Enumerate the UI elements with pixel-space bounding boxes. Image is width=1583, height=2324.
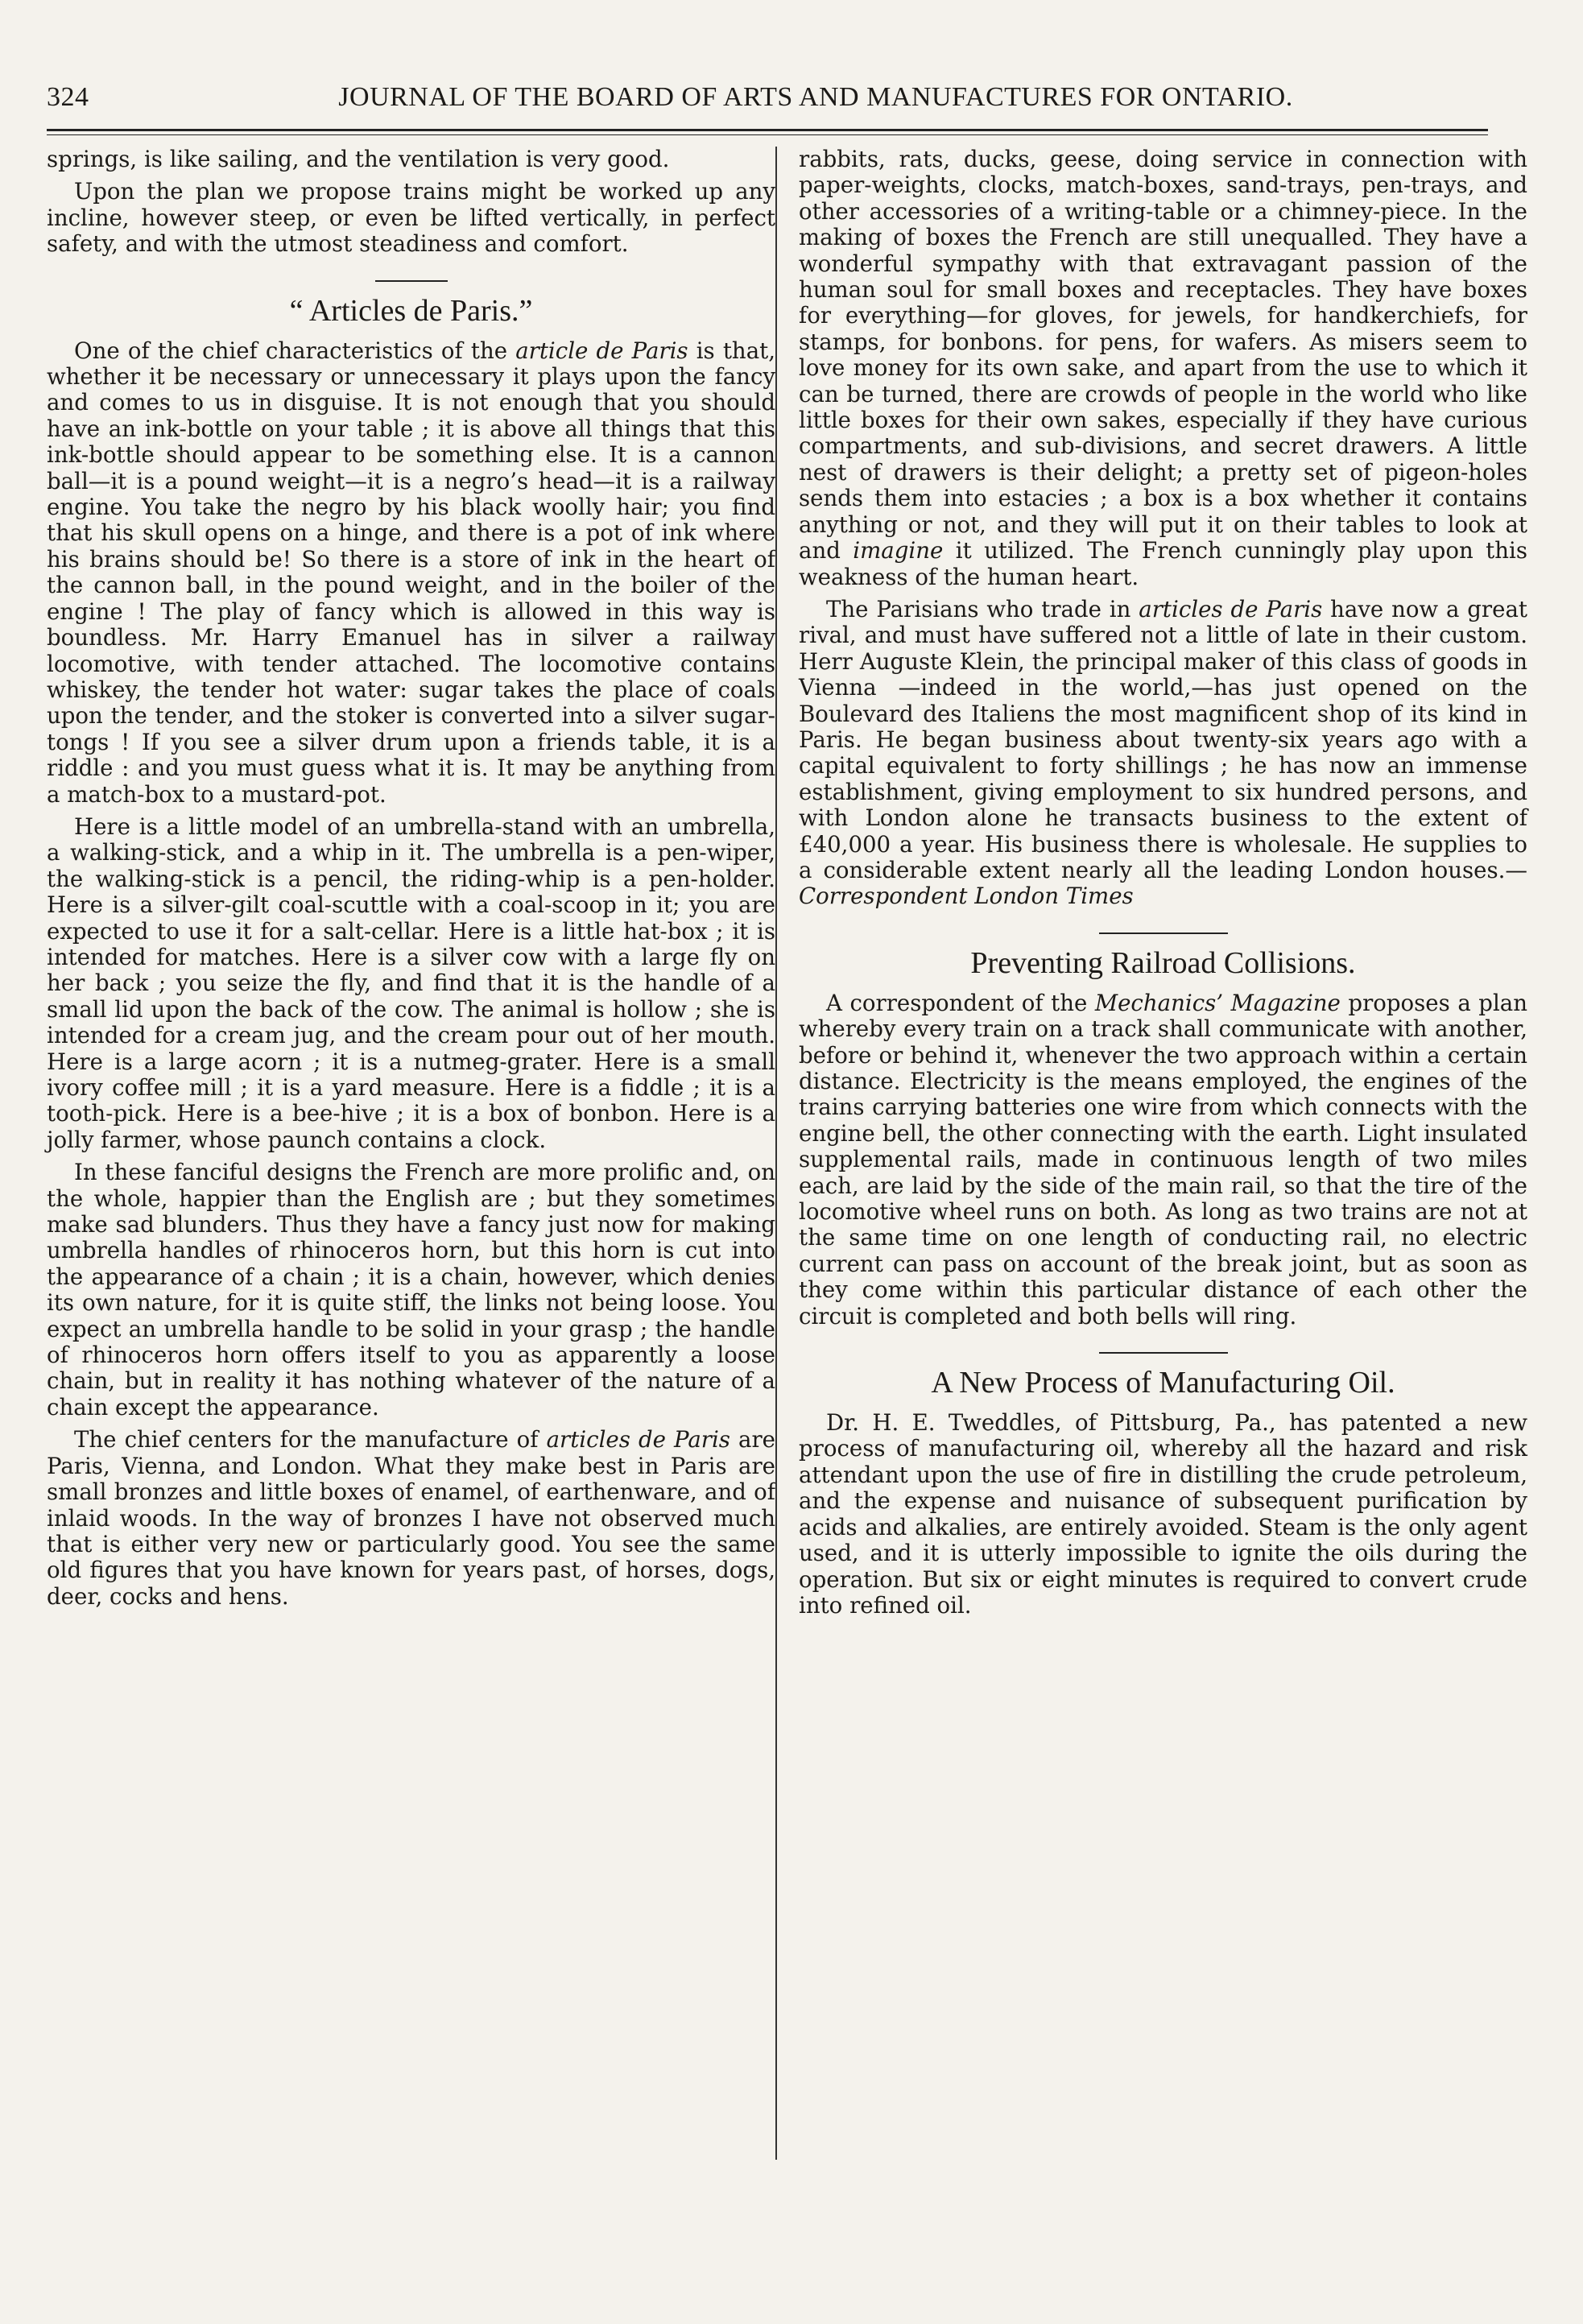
paragraph: Here is a little model of an umbrella-stand with an umbrella, a walking-stick, and a whip in it. The umbrella is a pen-wiper, the walking-stick is a pencil, the riding-whip is a pen-holder. Here is a silver-gilt coal-scuttle with a coal-scoop in it; you are expected to use it for a salt-cellar. Here is a little hat-box ; it is intended for matches. Here is a silver cow with a large fly on her back ; you seize the fly, and find that it is the handle of a small lid upon the back of the cow. The animal is hollow ; she is intended for a cream jug, and the cream pour out of her mouth. Here is a large acorn ; it is a nutmeg-grater. Here is a small ivory coffee mill ; it is a yard measure. Here is a fiddle ; it is a tooth-pick. Here is a bee-hive ; it is a box of bonbon. Here is a jolly farmer, whose paunch contains a clock. [47,813,775,1153]
journal-title: JOURNAL OF THE BOARD OF ARTS AND MANUFACTURES FOR ONTARIO. [338,82,1293,112]
section-separator [1099,1352,1228,1354]
paragraph: In these fanciful designs the French are more prolific and, on the whole, happier than the English are ; but they sometimes make sad blunders. Thus they have a fancy just now for making umbrella handles of rhinoceros horn, but this horn is cut into the appearance of a chain ; it is a chain, however, which denies its own nature, for it is quite stiff, the links not being loose. You expect an umbrella handle to be solid in your grasp ; the handle of rhinoceros horn offers itself to you as apparently a loose chain, but in reality it has nothing whatever of the nature of a chain except the appearance. [47,1159,775,1420]
paragraph: One of the chief characteristics of the article de Paris is that, whether it be necessary or unnecessary it plays upon the fancy and comes to us in disguise. It is not enough that you should have an ink-bottle on your table ; it is above all things that this ink-bottle should appear to be something else. It is a cannon ball—it is a pound weight—it is a negro’s head—it is a railway engine. You take the negro by his black woolly hair; you find that his skull opens on a hinge, and there is a pot of ink where his brains should be! So there is a store of ink in the heart of the cannon ball, in the pound weight, and in the boiler of the engine ! The play of fancy which is allowed in this way is boundless. Mr. Harry Emanuel has in silver a railway locomotive, with tender attached. The locomotive contains whiskey, the tender hot water: sugar takes the place of coals upon the tender, and the stoker is converted into a silver sugar-tongs ! If you see a silver drum upon a friends table, it is a riddle : and you must guess what it is. It may be anything from a match-box to a mustard-pot. [47,337,776,808]
page-number: 324 [47,82,89,112]
heading-manufacturing-oil: A New Process of Manufacturing Oil. [931,1366,1395,1400]
paragraph: A correspondent of the Mechanics’ Magazine proposes a plan whereby every train on a track shall communicate with another, before or behind it, whenever the two approach within a certain distance. Electricity is the means employed, the engines of the trains carrying batteries one wire from which connects with the engine bell, the other connecting with the earth. Light insulated supplemental rails, made in continuous length of two miles each, are laid by the side of the main rail, so that the tire of the locomotive wheel runs on both. As long as two trains are not at the same time on one length of conducting rail, no electric current can pass on account of the break joint, but as soon as they come within this particular distance of each other the circuit is completed and both bells will ring. [799,989,1527,1329]
paragraph: The chief centers for the manufacture of articles de Paris are Paris, Vienna, and London. What they make best in Paris are small bronzes and little boxes of enamel, of earthenware, and of inlaid woods. In the way of bronzes I have not observed much that is either very new or particularly good. You see the same old figures that you have known for years past, of horses, dogs, deer, cocks and hens. [47,1426,776,1610]
paragraph: The Parisians who trade in articles de Paris have now a great rival, and must have suffered not a little of late in their custom. Herr Auguste Klein, the principal maker of this class of goods in Vienna —indeed in the world,—has just opened on the Boulevard des Italiens the most magnificent shop of its kind in Paris. He began business about twenty-six years ago with a capital equivalent to forty shillings ; he has now an immense establishment, giving employment to six hundred persons, and with London alone he transacts business to the extent of £40,000 a year. His business there is wholesale. He supplies to a considerable extent nearly all the leading London houses.—Correspondent London Times [799,595,1527,910]
running-header [47,74,1488,122]
right-column [799,147,1527,1625]
column-divider [775,147,777,2160]
paragraph: springs, is like sailing, and the ventilation is very good. [47,146,670,172]
left-column [47,147,775,1616]
paragraph: rabbits, rats, ducks, geese, doing service in connection with paper-weights, clocks, match-boxes, sand-trays, pen-trays, and other accessories of a writing-table or a chimney-piece. In the making of boxes the French are still unequalled. They have a wonderful sympathy with that extravagant passion of the human soul for small boxes and receptacles. They have boxes for everything—for gloves, for jewels, for handkerchiefs, for stamps, for bonbons. for pens, for wafers. As misers seem to love money for its own sake, and apart from the use to which it can be turned, there are crowds of people in the world who like little boxes for their own sakes, especially if they have curious compartments, and sub-divisions, and secret drawers. A little nest of drawers is their delight; a pretty set of pigeon-holes sends them into estacies ; a box is a box whether it contains anything or not, and they will put it on their tables to look at and imagine it utilized. The French cunningly play upon this weakness of the human heart. [799,146,1527,590]
header-rule-thin [47,134,1488,135]
heading-articles-de-paris: “ Articles de Paris.” [289,293,533,328]
heading-railroad-collisions: Preventing Railroad Collisions. [970,945,1356,980]
section-separator [375,280,448,282]
header-rule-thick [47,129,1488,131]
paragraph: Dr. H. E. Tweddles, of Pittsburg, Pa., has patented a new process of manufacturing oil, whereby all the hazard and risk attendant upon the use of fire in distilling the crude petroleum, and the expense and nuisance of subsequent purification by acids and alkalies, are entirely avoided. Steam is the only agent used, and it is utterly impossible to ignite the oils during the operation. But six or eight minutes is required to convert crude into refined oil. [799,1409,1527,1619]
section-separator [1099,932,1228,934]
paragraph: Upon the plan we propose trains might be worked up any incline, however steep, or even be lifted vertically, in perfect safety, and with the utmost steadiness and comfort. [47,178,775,258]
